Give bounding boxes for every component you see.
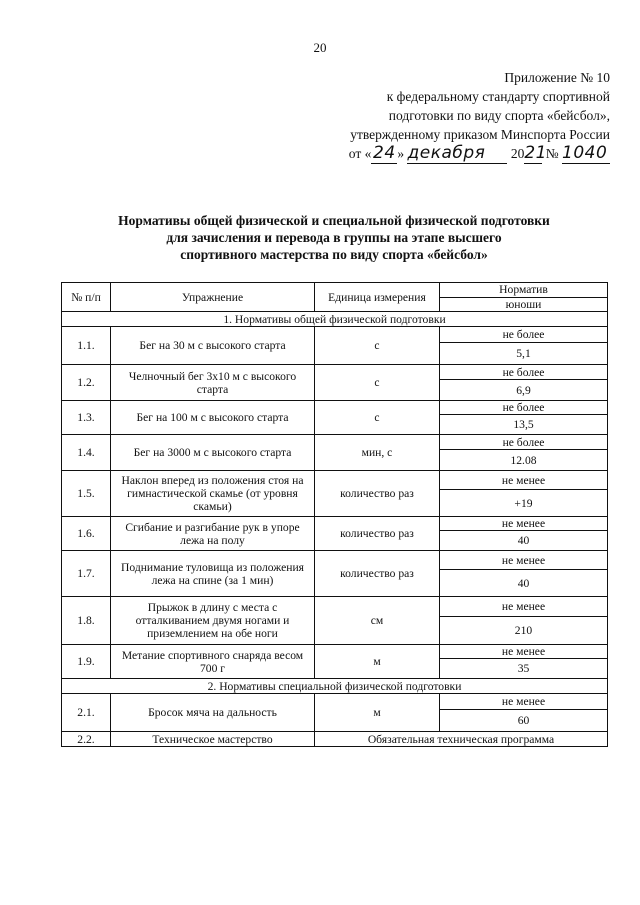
date-month: декабря xyxy=(407,144,507,164)
row-value: 60 xyxy=(440,710,608,732)
table-row xyxy=(62,732,608,747)
row-condition: не менее xyxy=(440,694,608,710)
table-row xyxy=(62,471,608,490)
row-num: 2.2. xyxy=(62,732,111,747)
title-line: спортивного мастерства по виду спорта «бейсбол» xyxy=(180,247,488,262)
title-line: для зачисления и перевода в группы на этапе высшего xyxy=(166,230,502,245)
row-exercise: Бросок мяча на дальность xyxy=(111,694,315,732)
row-num: 1.1. xyxy=(62,327,111,365)
header-exercise: Упражнение xyxy=(111,283,315,312)
row-value: 13,5 xyxy=(440,415,608,435)
row-value: 210 xyxy=(440,617,608,645)
row-condition: не более xyxy=(440,365,608,380)
row-condition: не менее xyxy=(440,471,608,490)
row-condition: не менее xyxy=(440,517,608,531)
table-header-row xyxy=(62,283,608,298)
header-norm: Норматив xyxy=(440,283,608,298)
appendix-block xyxy=(310,68,610,166)
date-year-prefix: 20 xyxy=(510,146,525,161)
header-group: юноши xyxy=(440,297,608,312)
table-row xyxy=(62,435,608,450)
row-value: 35 xyxy=(440,659,608,679)
date-mid: » xyxy=(397,146,405,161)
row-num: 1.9. xyxy=(62,645,111,679)
table-row xyxy=(62,645,608,659)
header-num: № п/п xyxy=(62,283,111,312)
row-unit: мин, с xyxy=(315,435,440,471)
row-unit: количество раз xyxy=(315,471,440,517)
row-exercise: Прыжок в длину с места с отталкиванием двумя ногами и приземлением на обе ноги xyxy=(111,597,315,645)
order-number: 1040 xyxy=(562,144,610,164)
row-unit: с xyxy=(315,327,440,365)
row-condition: не более xyxy=(440,327,608,343)
table-row xyxy=(62,327,608,343)
section-title: 1. Нормативы общей физической подготовки xyxy=(62,312,608,327)
row-unit: м xyxy=(315,694,440,732)
row-exercise: Метание спортивного снаряда весом 700 г xyxy=(111,645,315,679)
section-title: 2. Нормативы специальной физической подготовки xyxy=(62,679,608,694)
date-prefix: от « xyxy=(348,146,372,161)
norms-table xyxy=(61,282,608,747)
row-num: 1.5. xyxy=(62,471,111,517)
row-num: 1.3. xyxy=(62,401,111,435)
row-num: 1.2. xyxy=(62,365,111,401)
row-value: 40 xyxy=(440,570,608,597)
row-exercise: Техническое мастерство xyxy=(111,732,315,747)
row-value: 5,1 xyxy=(440,343,608,365)
row-unit: с xyxy=(315,365,440,401)
row-exercise: Бег на 3000 м с высокого старта xyxy=(111,435,315,471)
row-value: 6,9 xyxy=(440,380,608,401)
order-date-line xyxy=(310,144,610,166)
row-unit: см xyxy=(315,597,440,645)
row-program: Обязательная техническая программа xyxy=(315,732,608,747)
row-exercise: Сгибание и разгибание рук в упоре лежа на полу xyxy=(111,517,315,551)
row-num: 1.6. xyxy=(62,517,111,551)
appendix-line: подготовки по виду спорта «бейсбол», xyxy=(388,108,610,123)
row-num: 1.7. xyxy=(62,551,111,597)
section-row xyxy=(62,679,608,694)
appendix-line: к федеральному стандарту спортивной xyxy=(386,89,610,104)
row-unit: количество раз xyxy=(315,517,440,551)
row-condition: не более xyxy=(440,401,608,415)
date-day: 24 xyxy=(373,143,396,163)
table-row xyxy=(62,597,608,617)
row-exercise: Бег на 30 м с высокого старта xyxy=(111,327,315,365)
row-condition: не менее xyxy=(440,551,608,570)
row-exercise: Челночный бег 3х10 м с высокого старта xyxy=(111,365,315,401)
row-exercise: Поднимание туловища из положения лежа на спине (за 1 мин) xyxy=(111,551,315,597)
row-condition: не менее xyxy=(440,645,608,659)
row-value: 12.08 xyxy=(440,450,608,471)
table-row xyxy=(62,401,608,415)
title-line: Нормативы общей физической и специальной физической подготовки xyxy=(118,213,550,228)
row-unit: м xyxy=(315,645,440,679)
document-title xyxy=(60,212,608,263)
table-row xyxy=(62,694,608,710)
row-exercise: Наклон вперед из положения стоя на гимнастической скамье (от уровня скамьи) xyxy=(111,471,315,517)
appendix-line: утвержденному приказом Минспорта России xyxy=(350,127,610,142)
row-value: +19 xyxy=(440,490,608,517)
section-row xyxy=(62,312,608,327)
date-year-suffix: 21 xyxy=(524,143,547,163)
row-value: 40 xyxy=(440,531,608,551)
table-row xyxy=(62,365,608,380)
page-number: 20 xyxy=(313,40,327,55)
table-row xyxy=(62,551,608,570)
row-num: 1.4. xyxy=(62,435,111,471)
header-unit: Единица измерения xyxy=(315,283,440,312)
table-row xyxy=(62,517,608,531)
row-condition: не менее xyxy=(440,597,608,617)
number-sign: № xyxy=(545,146,559,161)
appendix-line: Приложение № 10 xyxy=(504,70,610,85)
row-num: 2.1. xyxy=(62,694,111,732)
row-unit: количество раз xyxy=(315,551,440,597)
row-num: 1.8. xyxy=(62,597,111,645)
row-condition: не более xyxy=(440,435,608,450)
row-unit: с xyxy=(315,401,440,435)
row-exercise: Бег на 100 м с высокого старта xyxy=(111,401,315,435)
